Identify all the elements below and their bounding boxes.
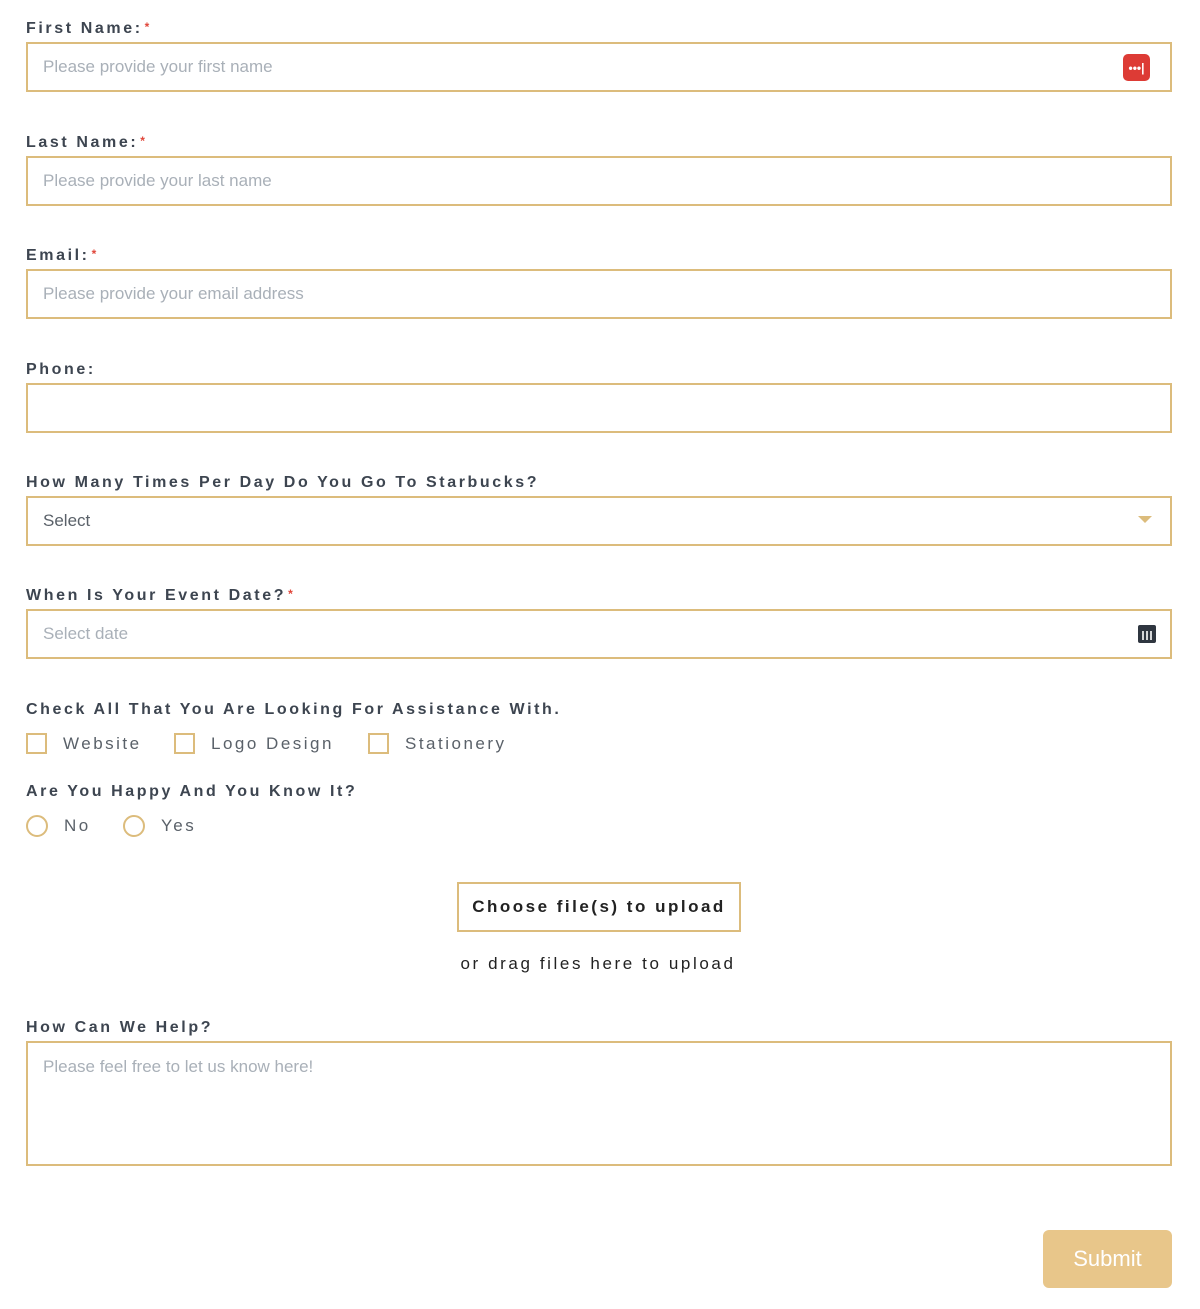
assistance-label: Check All That You Are Looking For Assistance With. bbox=[26, 701, 562, 718]
placeholder: Please provide your email address bbox=[43, 284, 304, 303]
radio-no[interactable] bbox=[26, 815, 91, 837]
last-name-label bbox=[26, 134, 148, 152]
selected-value: Select bbox=[43, 511, 91, 530]
required-mark: * bbox=[140, 134, 148, 148]
chevron-down-icon bbox=[1138, 516, 1152, 523]
required-mark: * bbox=[144, 20, 152, 34]
calendar-icon[interactable] bbox=[1138, 625, 1156, 643]
option-label: Website bbox=[63, 733, 142, 753]
submit-button[interactable]: Submit bbox=[1043, 1230, 1172, 1288]
help-textarea[interactable] bbox=[26, 1041, 1172, 1166]
phone-input[interactable] bbox=[26, 383, 1172, 433]
password-manager-icon[interactable]: •••| bbox=[1123, 54, 1150, 81]
option-label: Stationery bbox=[405, 733, 507, 753]
checkbox-website[interactable] bbox=[26, 733, 142, 754]
radio-yes[interactable] bbox=[123, 815, 196, 837]
label-text: Email: bbox=[26, 247, 90, 264]
starbucks-label: How Many Times Per Day Do You Go To Starbucks? bbox=[26, 474, 540, 491]
placeholder: Select date bbox=[43, 624, 129, 643]
last-name-input[interactable] bbox=[26, 156, 1172, 206]
label-text: When Is Your Event Date? bbox=[26, 587, 287, 604]
option-label: Logo Design bbox=[211, 733, 334, 753]
radio[interactable] bbox=[26, 815, 48, 837]
happy-label: Are You Happy And You Know It? bbox=[26, 783, 358, 800]
placeholder: Please provide your first name bbox=[43, 57, 273, 76]
first-name-label bbox=[26, 20, 152, 38]
placeholder: Please provide your last name bbox=[43, 171, 272, 190]
option-label: Yes bbox=[161, 816, 197, 835]
phone-label: Phone: bbox=[26, 361, 96, 378]
upload-button[interactable]: Choose file(s) to upload bbox=[457, 882, 741, 932]
event-date-input[interactable] bbox=[26, 609, 1172, 659]
email-input[interactable] bbox=[26, 269, 1172, 319]
option-label: No bbox=[64, 816, 91, 835]
radio[interactable] bbox=[123, 815, 145, 837]
checkbox[interactable] bbox=[26, 733, 47, 754]
event-date-label bbox=[26, 587, 295, 605]
required-mark: * bbox=[91, 247, 99, 261]
checkbox[interactable] bbox=[174, 733, 195, 754]
help-label: How Can We Help? bbox=[26, 1019, 214, 1036]
first-name-input[interactable] bbox=[26, 42, 1172, 92]
label-text: Last Name: bbox=[26, 134, 139, 151]
label-text: First Name: bbox=[26, 20, 143, 37]
required-mark: * bbox=[288, 587, 296, 601]
checkbox-stationery[interactable] bbox=[368, 733, 507, 754]
email-label bbox=[26, 247, 99, 265]
drag-hint: or drag files here to upload bbox=[460, 954, 736, 973]
checkbox[interactable] bbox=[368, 733, 389, 754]
placeholder: Please feel free to let us know here! bbox=[43, 1057, 314, 1076]
starbucks-select[interactable] bbox=[26, 496, 1172, 546]
checkbox-logo-design[interactable] bbox=[174, 733, 334, 754]
